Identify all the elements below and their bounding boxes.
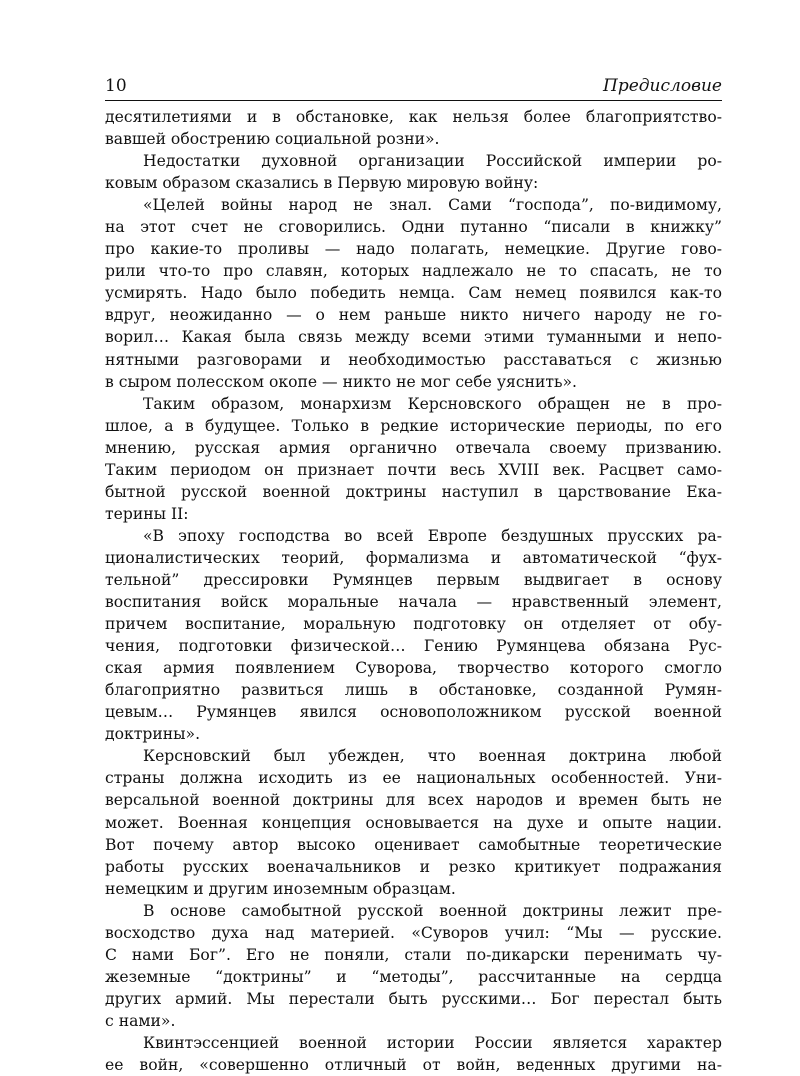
text-line: Вот почему автор высоко оценивает самобытные теоретические (105, 835, 722, 854)
text-line: мнению, русская армия органично отвечала своему призванию. (105, 438, 722, 457)
text-line: воспитания войск моральные начала — нравственный элемент, (105, 593, 722, 612)
text-line: В основе самобытной русской военной доктрины лежит пре- (143, 901, 722, 920)
text-line: вавшей обострению социальной розни». (105, 130, 440, 149)
text-line: «Целей войны народ не знал. Сами “господа”, по-видимому, (143, 196, 722, 215)
text-line: рили что-то про славян, которых надлежало не то спасать, не то (105, 262, 722, 281)
text-line: восходство духа над материей. «Суворов учил: “Мы — русские. (105, 923, 722, 942)
text-line: немецким и другим иноземным образцам. (105, 879, 456, 898)
text-line: ворил… Какая была связь между всеми этими туманными и непо- (105, 328, 722, 347)
text-line: десятилетиями и в обстановке, как нельзя более благоприятство- (105, 108, 722, 126)
text-line: в сыром полесском окопе — никто не мог себе уяснить». (105, 372, 578, 391)
text-line: усмирять. Надо было победить немца. Сам немец появился как-то (105, 284, 722, 303)
text-line: тельной” дрессировки Румянцев первым выдвигает в основу (105, 570, 722, 589)
page-number: 10 (105, 76, 127, 96)
text-line: шлое, а в будущее. Только в редкие исторические периоды, по его (105, 416, 722, 435)
text-line: нятными разговорами и необходимостью расставаться с жизнью (105, 350, 722, 369)
text-line: жеземные “доктрины” и “методы”, рассчитанные на сердца (105, 967, 722, 986)
text-line: ее войн, «совершенно отличный от войн, веденных другими на- (105, 1056, 722, 1075)
text-line: версальной военной доктрины для всех народов и времен быть не (105, 791, 722, 810)
text-line: бытной русской военной доктрины наступил в царствование Ека- (105, 482, 722, 501)
text-line: ционалистических теорий, формализма и автоматической “фух- (105, 548, 722, 567)
page-header (105, 75, 722, 97)
text-line: С нами Бог”. Его не поняли, стали по-дикарски перенимать чу- (105, 945, 722, 964)
text-line: Недостатки духовной организации Российской империи ро- (143, 152, 722, 171)
text-line: Квинтэссенцией военной истории России является характер (143, 1033, 722, 1052)
text-line: с нами». (105, 1011, 176, 1030)
text-line: работы русских военачальников и резко критикует подражания (105, 857, 722, 876)
running-title: Предисловие (603, 76, 722, 96)
text-line: цевым… Румянцев явился основоположником русской военной (105, 703, 722, 722)
text-line: благоприятно развиться лишь в обстановке, созданной Румян- (105, 681, 722, 700)
text-line: «В эпоху господства во всей Европе бездушных прусских ра- (143, 526, 722, 545)
text-line: ская армия появлением Суворова, творчество которого смогло (105, 659, 722, 678)
text-line: других армий. Мы перестали быть русскими… Бог перестал быть (105, 989, 722, 1008)
text-line: ковым образом сказались в Первую мировую войну: (105, 174, 539, 193)
text-line: может. Военная концепция основывается на духе и опыте нации. (105, 813, 722, 832)
header-rule (105, 100, 722, 101)
body-text (105, 106, 722, 1076)
text-line: чения, подготовки физической… Гению Румянцева обязана Рус- (105, 637, 722, 656)
text-line: про какие-то проливы — надо полагать, немецкие. Другие гово- (105, 240, 722, 259)
text-line: доктрины». (105, 725, 201, 744)
text-line: на этот счет не сговорились. Одни путанно “писали в книжку” (105, 218, 722, 237)
text-line: Таким образом, монархизм Керсновского обращен не в про- (143, 394, 722, 413)
text-line: вдруг, неожиданно — о нем раньше никто ничего народу не го- (105, 306, 722, 325)
text-line: страны должна исходить из ее национальных особенностей. Уни- (105, 769, 722, 788)
text-line: Таким периодом он признает почти весь XVIII век. Расцвет само- (105, 460, 722, 479)
text-line: Керсновский был убежден, что военная доктрина любой (143, 747, 722, 766)
text-line: причем воспитание, моральную подготовку он отделяет от обу- (105, 615, 722, 634)
text-line: терины II: (105, 504, 189, 523)
